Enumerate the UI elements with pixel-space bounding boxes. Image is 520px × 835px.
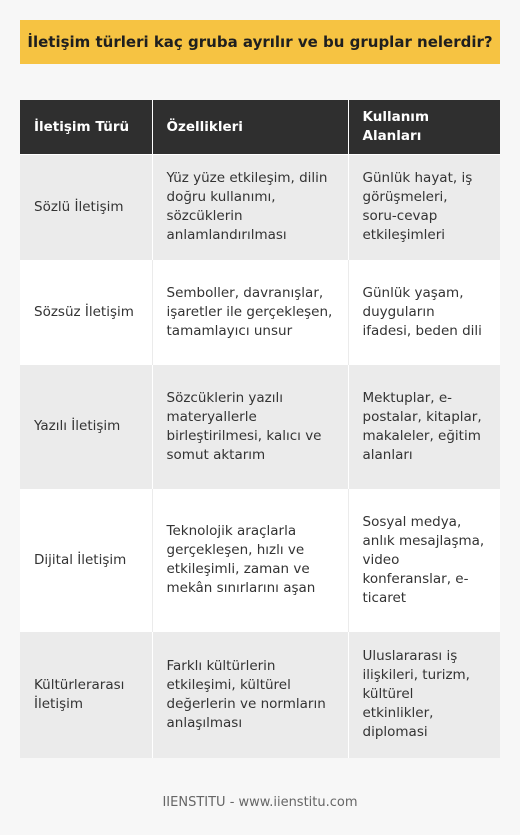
communication-types-table [20,100,500,758]
title-banner [20,20,500,64]
page-title: İletişim türleri kaç gruba ayrılır ve bu gruplar nelerdir? [27,33,493,51]
table-row [20,155,500,260]
cell-type: Kültürlerarası İletişim [20,632,152,758]
header-type: İletişim Türü [20,100,152,155]
cell-usage: Mektuplar, e-postalar, kitaplar, makaleler, eğitim alanları [348,365,500,489]
cell-usage: Günlük yaşam, duyguların ifadesi, beden dili [348,260,500,365]
footer-credit: IIENSTITU - www.iienstitu.com [162,795,358,810]
cell-type: Sözlü İletişim [20,155,152,260]
table-row [20,365,500,489]
cell-usage: Sosyal medya, anlık mesajlaşma, video konferanslar, e-ticaret [348,489,500,632]
table-header-row [20,100,500,155]
cell-features: Farklı kültürlerin etkileşimi, kültürel değerlerin ve normların anlaşılması [152,632,348,758]
table-row [20,489,500,632]
table-row [20,260,500,365]
cell-features: Yüz yüze etkileşim, dilin doğru kullanımı, sözcüklerin anlamlandırılması [152,155,348,260]
cell-features: Teknolojik araçlarla gerçekleşen, hızlı ve etkileşimli, zaman ve mekân sınırlarını aşan [152,489,348,632]
cell-type: Yazılı İletişim [20,365,152,489]
header-usage: Kullanım Alanları [348,100,500,155]
table-row [20,632,500,758]
cell-usage: Günlük hayat, iş görüşmeleri, soru-cevap etkileşimleri [348,155,500,260]
cell-features: Sözcüklerin yazılı materyallerle birleştirilmesi, kalıcı ve somut aktarım [152,365,348,489]
header-features: Özellikleri [152,100,348,155]
cell-usage: Uluslararası iş ilişkileri, turizm, kültürel etkinlikler, diplomasi [348,632,500,758]
cell-features: Semboller, davranışlar, işaretler ile gerçekleşen, tamamlayıcı unsur [152,260,348,365]
cell-type: Sözsüz İletişim [20,260,152,365]
cell-type: Dijital İletişim [20,489,152,632]
